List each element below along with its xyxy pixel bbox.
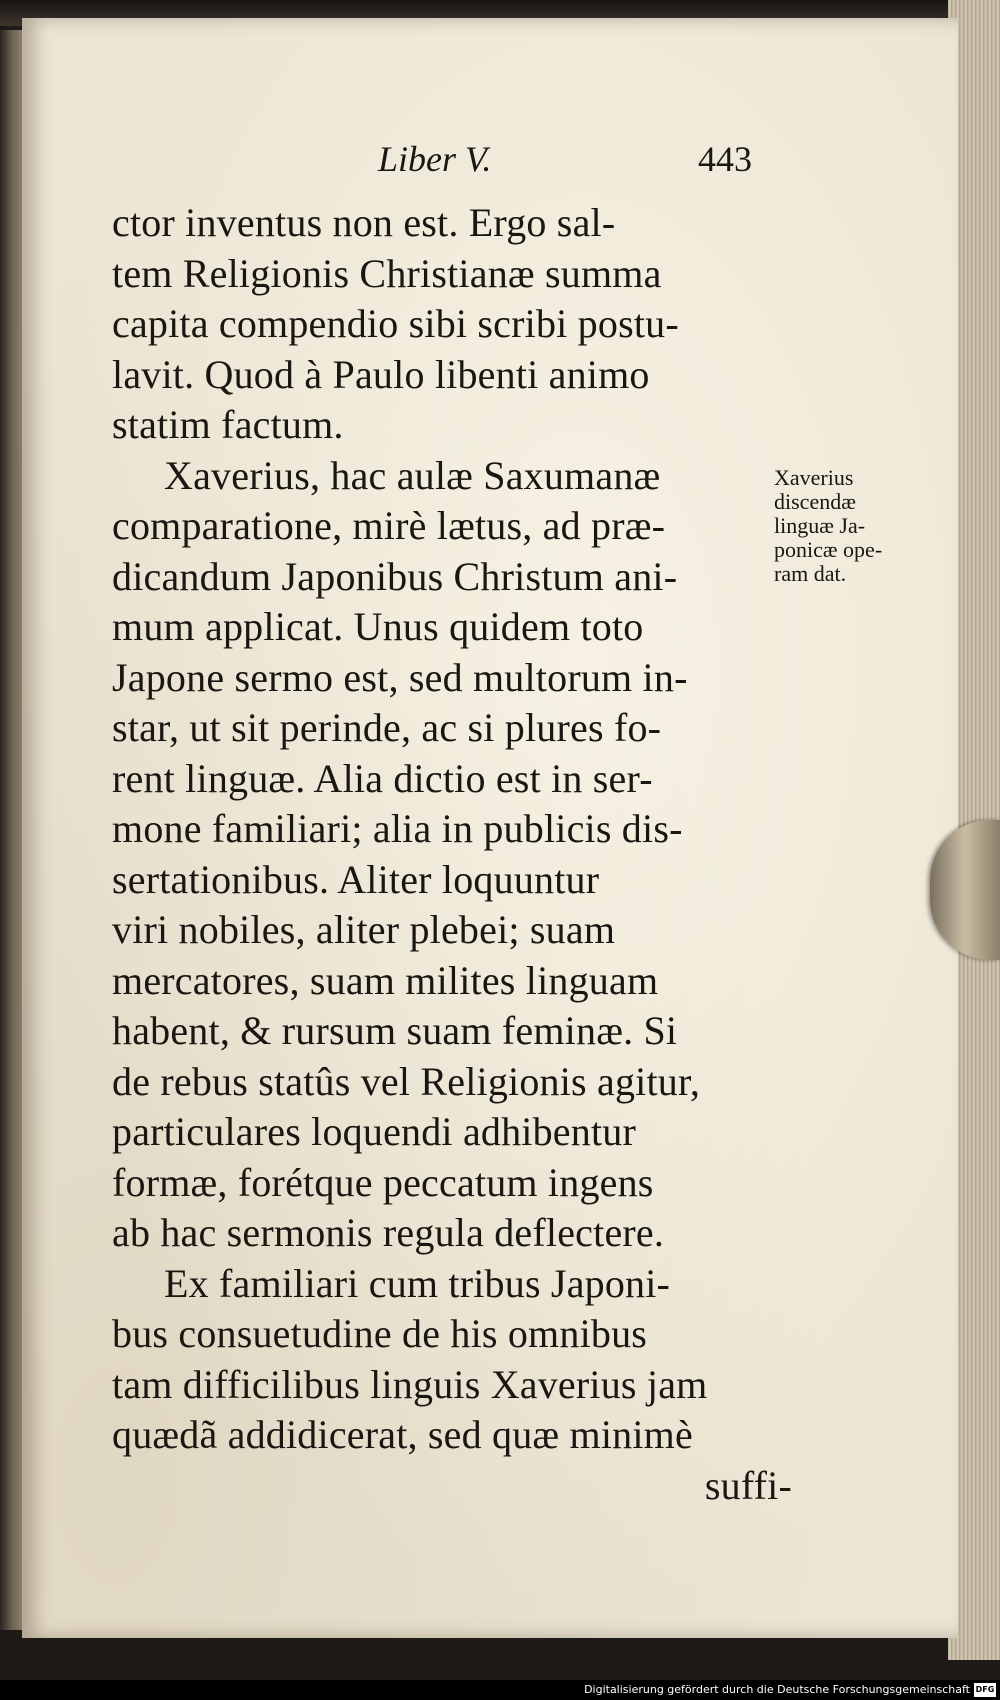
digitization-footer [0,1680,1000,1700]
text-line: de rebus statûs vel Religionis agitur, [112,1058,701,1104]
text-line: habent, & rursum suam feminæ. Si [112,1008,678,1053]
catchword: suffi- [704,1462,792,1508]
book-page [22,18,958,1638]
text-line: formæ, forétque peccatum ingens [112,1159,654,1205]
text-line: mum applicat. Unus quidem toto [112,604,644,649]
text-line: Japone sermo est, sed multorum in- [112,654,688,700]
body-text [112,198,792,1511]
text-line: rent linguæ. Alia dictio est in ser- [112,755,653,801]
text-line: ab hac sermonis regula deflectere. [112,1210,665,1255]
text-line: tem Religionis Christianæ summa [112,250,662,296]
marginal-note-line: discendæ [774,489,856,514]
text-line: Ex familiari cum tribus Japoni- [164,1260,671,1306]
text-line: viri nobiles, aliter plebei; suam [112,907,616,952]
text-line: tam difficilibus linguis Xaverius jam [112,1361,708,1407]
marginal-note [774,466,914,586]
page-header [352,138,752,188]
text-line: statim factum. [112,402,344,447]
text-line: comparatione, mirè lætus, ad præ- [112,503,666,548]
text-line: lavit. Quod à Paulo libenti animo [112,351,650,397]
marginal-note-line: ram dat. [774,561,847,586]
marginal-note-line: ponicæ ope- [774,537,883,562]
text-line: ctor inventus non est. Ergo sal- [112,200,616,245]
marginal-note-line: linguæ Ja- [774,513,866,538]
text-line: capita compendio sibi scribi postu- [112,301,679,346]
running-head: Liber V. [378,139,492,179]
dfg-logo: DFG [974,1683,996,1697]
text-line: sertationibus. Aliter loquuntur [112,856,600,902]
marginal-note-line: Xaverius [774,465,854,490]
text-line: quædã addidicerat, sed quæ minimè [112,1412,693,1457]
text-line: Xaverius, hac aulæ Saxumanæ [164,452,661,498]
text-line: mercatores, suam milites linguam [112,957,659,1003]
text-line: bus consuetudine de his omnibus [112,1311,648,1356]
page-number: 443 [698,139,752,179]
text-line: particulares loquendi adhibentur [112,1109,636,1154]
footer-credit: Digitalisierung gefördert durch die Deutsche Forschungsgemeinschaft [584,1683,970,1696]
book-spine-edge [0,30,22,1630]
text-line: dicandum Japonibus Christum ani- [112,553,678,599]
text-line: star, ut sit perinde, ac si plures fo- [112,705,662,750]
text-line: mone familiari; alia in publicis dis- [112,806,683,851]
